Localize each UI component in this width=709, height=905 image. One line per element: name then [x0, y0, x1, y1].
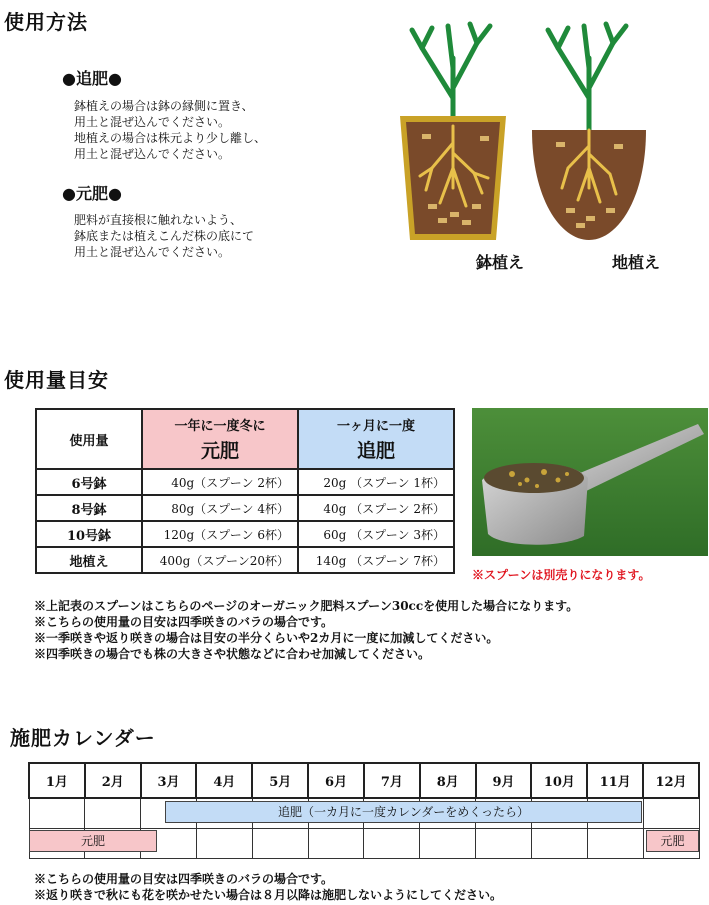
motohi-amount: 120g（スプーン 6杯） [142, 521, 298, 547]
row-label: 6号鉢 [36, 469, 142, 495]
calendar-title: 施肥カレンダー [10, 726, 156, 750]
month-cell: 10月 [531, 763, 587, 798]
tsuihi-heading: ●追肥● [62, 69, 122, 88]
motohi-amount: 40g（スプーン 2杯） [142, 469, 298, 495]
col-header-tsuihi [298, 409, 454, 469]
col-header-tsuihi-big: 追肥 [356, 440, 395, 462]
month-cell: 11月 [587, 763, 643, 798]
month-cell: 7月 [364, 763, 420, 798]
amount-note: ※こちらの使用量の目安は四季咲きのバラの場合です。 [34, 615, 334, 629]
col-header-motohi [142, 409, 298, 469]
pot-label: 鉢植え [476, 253, 525, 272]
month-cell: 9月 [476, 763, 532, 798]
amount-note: ※四季咲きの場合でも株の大きさや状態などに合わせ加減してください。 [34, 647, 431, 661]
month-cell: 2月 [85, 763, 141, 798]
motohi-amount: 400g（スプーン20杯） [142, 547, 298, 573]
col-header-motohi-small: 一年に一度冬に [174, 419, 266, 434]
month-cell: 4月 [196, 763, 252, 798]
amount-note: ※一季咲きや返り咲きの場合は目安の半分くらいや2カ月に一度に加減してください。 [34, 631, 499, 645]
motohi-heading: ●元肥● [62, 184, 122, 203]
month-cell: 12月 [643, 763, 699, 798]
tsuihi-amount: 140g （スプーン 7杯） [298, 547, 454, 573]
row-label: 8号鉢 [36, 495, 142, 521]
row-label: 10号鉢 [36, 521, 142, 547]
spoon-photo [472, 408, 708, 556]
col-header-usage: 使用量 [36, 409, 142, 469]
calendar-notes [34, 871, 502, 903]
row-label: 地植え [36, 547, 142, 573]
tsuihi-amount: 40g （スプーン 2杯） [298, 495, 454, 521]
table-row [36, 469, 454, 495]
motohi-text: 肥料が直接根に触れないよう、 鉢底または植えこんだ株の底にて 用土と混ぜ込んでください。 [74, 213, 255, 259]
usage-title: 使用方法 [4, 10, 88, 34]
calendar-note: ※こちらの使用量の目安は四季咲きのバラの場合です。 [34, 872, 334, 886]
amount-title: 使用量目安 [4, 368, 109, 392]
col-header-motohi-big: 元肥 [200, 440, 239, 462]
month-cell: 5月 [252, 763, 308, 798]
tsuihi-amount: 20g （スプーン 1杯） [298, 469, 454, 495]
table-row [36, 547, 454, 573]
calendar-note: ※返り咲きで秋にも花を咲かせたい場合は８月以降は施肥しないようにしてください。 [34, 888, 503, 902]
ground-plant-illustration [528, 18, 650, 248]
ground-label: 地植え [612, 253, 661, 272]
month-cell: 1月 [29, 763, 85, 798]
col-header-tsuihi-small: 一ヶ月に一度 [336, 419, 415, 434]
motohi-calendar-bar-right: 元肥 [646, 830, 699, 852]
motohi-calendar-bar-left: 元肥 [29, 830, 157, 852]
table-row [36, 495, 454, 521]
motohi-amount: 80g（スプーン 4杯） [142, 495, 298, 521]
tsuihi-text: 鉢植えの場合は鉢の縁側に置き、 用土と混ぜ込んでください。 地植えの場合は株元より少し離し、 用土と混ぜ込んでください。 [74, 99, 267, 161]
month-cell: 6月 [308, 763, 364, 798]
usage-amount-table [35, 408, 455, 574]
tsuihi-amount: 60g （スプーン 3杯） [298, 521, 454, 547]
pot-plant-illustration [392, 18, 514, 248]
month-cell: 8月 [420, 763, 476, 798]
tsuihi-calendar-bar: 追肥（一カ月に一度カレンダーをめくったら） [165, 801, 642, 823]
table-row [36, 521, 454, 547]
amount-note: ※上記表のスプーンはこちらのページのオーガニック肥料スプーン30ccを使用した場合になります。 [34, 599, 579, 613]
spoon-caption: ※スプーンは別売りになります。 [472, 568, 651, 582]
month-cell: 3月 [141, 763, 197, 798]
amount-notes [34, 598, 578, 662]
